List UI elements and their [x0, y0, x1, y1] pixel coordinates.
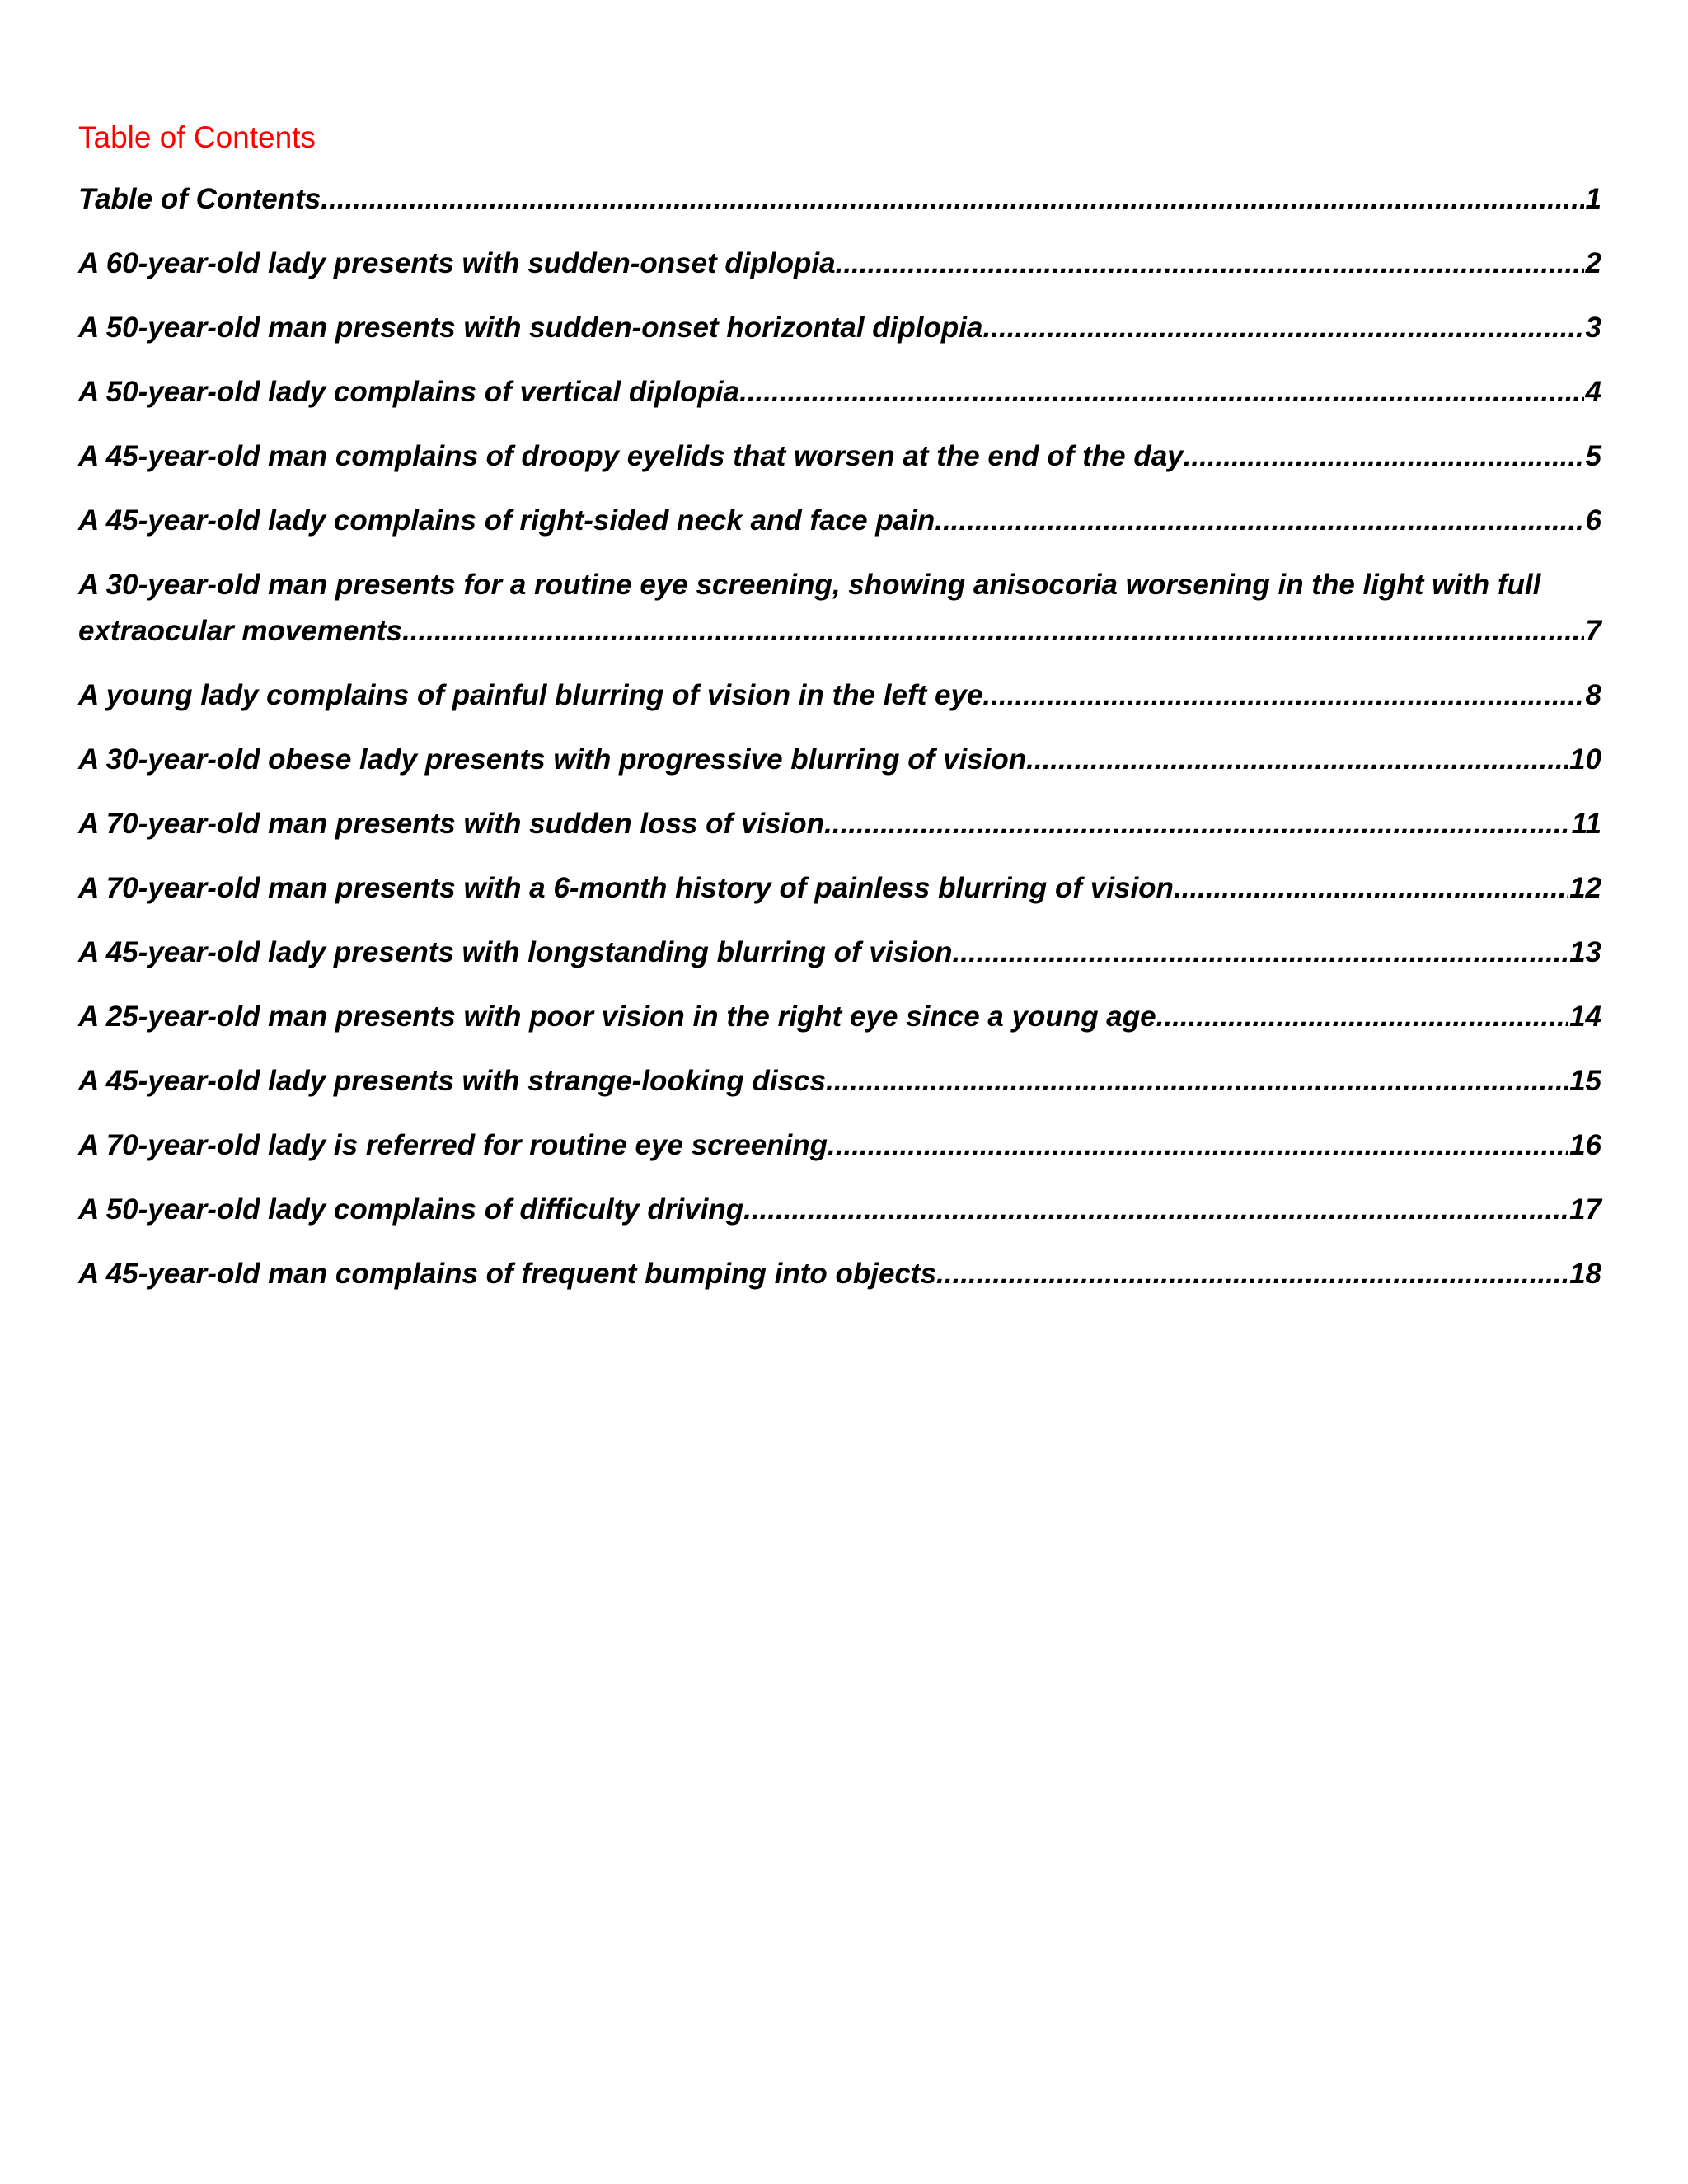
toc-page-number: 6	[1585, 504, 1601, 537]
toc-entry[interactable]	[78, 1122, 1601, 1169]
toc-page-number: 14	[1569, 1001, 1601, 1033]
toc-entry[interactable]	[78, 498, 1601, 544]
toc-entry[interactable]	[78, 1251, 1601, 1297]
toc-entry[interactable]	[78, 1058, 1601, 1104]
dot-leader	[321, 176, 1583, 223]
toc-list	[78, 176, 1601, 1315]
toc-entry-title-line2: extraocular movements	[78, 615, 402, 647]
toc-page-number: 13	[1569, 936, 1601, 968]
toc-entry-title: A 45-year-old lady presents with longstanding blurring of vision	[78, 936, 953, 968]
toc-entry[interactable]	[78, 737, 1601, 783]
toc-entry-title: A 70-year-old man presents with sudden loss of vision	[78, 808, 825, 840]
toc-entry-title: A young lady complains of painful blurring of vision in the left eye	[78, 679, 983, 711]
toc-entry[interactable]	[78, 369, 1601, 415]
toc-page-number: 8	[1585, 679, 1601, 711]
toc-page-number: 18	[1569, 1258, 1601, 1290]
toc-entry-title: A 70-year-old lady is referred for routine eye screening	[78, 1129, 828, 1161]
dot-leader	[826, 1058, 1568, 1104]
toc-page-number: 12	[1569, 872, 1601, 904]
toc-entry[interactable]	[78, 562, 1601, 654]
toc-page-number: 5	[1585, 440, 1601, 472]
dot-leader	[1156, 994, 1568, 1040]
toc-entry-title: A 25-year-old man presents with poor vision in the right eye since a young age	[78, 1001, 1156, 1033]
toc-entry[interactable]	[78, 305, 1601, 351]
toc-entry-title: A 45-year-old lady presents with strange-looking discs	[78, 1065, 826, 1097]
toc-page-number: 11	[1571, 808, 1601, 840]
dot-leader	[1184, 434, 1584, 480]
toc-entry-title: A 45-year-old lady complains of right-sided neck and face pain	[78, 504, 935, 537]
toc-entry-title: A 45-year-old man complains of droopy eyelids that worsen at the end of the day	[78, 440, 1184, 472]
toc-entry[interactable]	[78, 865, 1601, 912]
toc-entry-title-line1: A 30-year-old man presents for a routine eye screening, showing anisocoria worsening in the light with full	[78, 569, 1541, 601]
dot-leader	[828, 1122, 1568, 1169]
dot-leader	[982, 673, 1583, 719]
dot-leader	[743, 1187, 1568, 1233]
dot-leader	[1026, 737, 1568, 783]
dot-leader	[953, 930, 1568, 976]
toc-page-number: 15	[1569, 1065, 1601, 1097]
toc-entry-title: A 60-year-old lady presents with sudden-onset diplopia	[78, 247, 836, 279]
toc-page-number: 1	[1585, 183, 1601, 215]
toc-page-number: 16	[1569, 1129, 1601, 1161]
toc-page-number: 3	[1585, 312, 1601, 344]
toc-entry-title: A 50-year-old lady complains of difficulty driving	[78, 1193, 744, 1226]
toc-entry[interactable]	[78, 1187, 1601, 1233]
toc-entry-title: Table of Contents	[78, 183, 321, 215]
toc-entry-line2	[78, 608, 1601, 654]
toc-page-number: 10	[1569, 743, 1601, 776]
dot-leader	[982, 305, 1583, 351]
dot-leader	[739, 369, 1584, 415]
dot-leader	[402, 608, 1584, 654]
toc-entry[interactable]	[78, 673, 1601, 719]
dot-leader	[935, 498, 1583, 544]
toc-entry[interactable]	[78, 930, 1601, 976]
toc-entry[interactable]	[78, 994, 1601, 1040]
dot-leader	[824, 801, 1570, 847]
toc-entry-title: A 45-year-old man complains of frequent bumping into objects	[78, 1258, 937, 1290]
toc-page-number: 2	[1585, 247, 1601, 279]
toc-page-number: 7	[1585, 615, 1601, 647]
dot-leader	[1174, 865, 1568, 912]
toc-entry-title: A 30-year-old obese lady presents with progressive blurring of vision	[78, 743, 1027, 776]
toc-entry-title: A 50-year-old man presents with sudden-onset horizontal diplopia	[78, 312, 983, 344]
toc-entry[interactable]	[78, 241, 1601, 287]
toc-entry[interactable]	[78, 434, 1601, 480]
toc-page-number: 17	[1569, 1193, 1601, 1226]
toc-entry-title: A 70-year-old man presents with a 6-month history of painless blurring of vision	[78, 872, 1174, 904]
toc-entry[interactable]	[78, 801, 1601, 847]
dot-leader	[936, 1251, 1568, 1297]
dot-leader	[836, 241, 1584, 287]
toc-page-number: 4	[1585, 376, 1601, 408]
toc-entry[interactable]	[78, 176, 1601, 223]
toc-entry-title: A 50-year-old lady complains of vertical diplopia	[78, 376, 739, 408]
toc-heading: Table of Contents	[78, 120, 316, 154]
